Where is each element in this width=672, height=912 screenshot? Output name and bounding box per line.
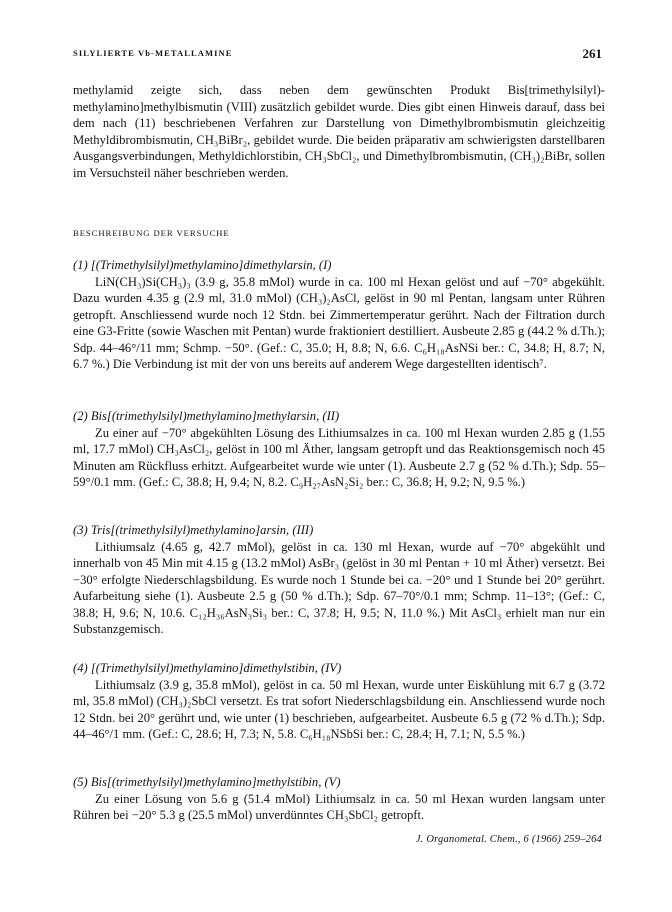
- journal-citation: J. Organometal. Chem., 6 (1966) 259–264: [415, 834, 602, 845]
- running-head: SILYLIERTE Vb-METALLAMINE: [73, 48, 233, 58]
- experiment-compound: [(Trimethylsilyl)methylamino]dimethylstibin, (IV): [90, 661, 342, 675]
- experiment-title: [73, 522, 605, 539]
- experiment-body: LiN(CH₃)Si(CH₃)₃ (3.9 g, 35.8 mMol) wurde in ca. 100 ml Hexan gelöst und auf −70° abgekühlt. Dazu wurden 4.35 g (2.9 ml, 31.0 mMol) (CH₃)₂AsCl, gelöst in 90 ml Pentan, langsam unter Rühren getropft. Anschliessend wurde noch 12 Stdn. bei Zimmertemperatur gerührt. Nach der Filtration durch eine G3-Fritte (sowie Waschen mit Pentan) wurde fraktioniert destilliert. Ausbeute 2.85 g (44.2 % d.Th.); Sdp. 44–46°/11 mm; Schmp. −50°. (Gef.: C, 35.0; H, 8.8; N, 6.6. C₆H₁₈AsNSi ber.: C, 34.8; H, 8.7; N, 6.7 %.) Die Verbindung ist mit der von uns bereits auf anderem Wege dargestellten identisch⁷.: [73, 274, 605, 371]
- experiment-5: [73, 774, 605, 824]
- experiment-body: Lithiumsalz (4.65 g, 42.7 mMol), gelöst in ca. 130 ml Hexan, wurde auf −70° abgekühlt und innerhalb von 45 Min mit 4.15 g (13.2 mMol) AsBr₃ (gelöst in 30 ml Pentan + 10 ml Äther) versetzt. Bei −30° erfolgte Niederschlagsbildung. Es wurde noch 1 Stunde bei ca. −20° und 1 Stunde bei 20° gerührt. Aufarbeitung siehe (1). Ausbeute 2.5 g (50 % d.Th.); Sdp. 67–70°/0.1 mm; Schmp. 11–13°; (Gef.: C, 38.8; H, 9.6; N, 10.6. C₁₂H₃₆AsN₃Si₃ ber.: C, 37.8; H, 9.5; N, 11.0 %.) Mit AsCl₃ erhielt man nur ein Substanzgemisch.: [73, 539, 605, 636]
- experiment-number: (4): [73, 661, 88, 675]
- experiment-body: Lithiumsalz (3.9 g, 35.8 mMol), gelöst in ca. 50 ml Hexan, wurde unter Eiskühlung mit 6.7 g (3.72 ml, 35.8 mMol) (CH₃)₂SbCl versetzt. Es trat sofort Niederschlagsbildung ein. Anschliessend wurde noch 12 Stdn. bei 20° gerührt und, wie unter (1) beschrieben, aufgearbeitet. Ausbeute 6.5 g (72 % d.Th.); Sdp. 44–46°/1 mm. (Gef.: C, 28.6; H, 7.3; N, 5.8. C₆H₁₈NSbSi ber.: C, 28.4; H, 7.1; N, 5.5 %.): [73, 677, 605, 741]
- section-heading: BESCHREIBUNG DER VERSUCHE: [73, 228, 230, 238]
- experiment-number: (2): [73, 409, 88, 423]
- intro-paragraph: [73, 82, 605, 181]
- experiment-number: (5): [73, 775, 88, 789]
- experiment-3: [73, 522, 605, 638]
- experiment-title: [73, 774, 605, 791]
- experiment-title: [73, 408, 605, 425]
- experiment-compound: Bis[(trimethylsilyl)methylamino]methylstibin, (V): [90, 775, 341, 789]
- experiment-4: [73, 660, 605, 743]
- experiment-number: (3): [73, 523, 88, 537]
- intro-text: methylamid zeigte sich, dass neben dem gewünschten Produkt Bis[trimethylsilyl)-methylamino]methylbismutin (VIII) zusätzlich gebildet wurde. Dies gibt einen Hinweis darauf, dass bei dem nach (11) beschriebenen Verfahren zur Darstellung von Dimethylbrombismutin gleichzeitig Methyldibrombismutin, CH₃BiBr₂, gebildet wurde. Die beiden präparativ am schwierigsten darstellbaren Ausgangsverbindungen, Methyldichlorstibin, CH₃SbCl₂, und Dimethylbrombismutin, (CH₃)₂BiBr, sollen im Versuchsteil näher beschrieben werden.: [73, 83, 605, 180]
- page-header: [73, 46, 602, 62]
- experiment-body: Zu einer auf −70° abgekühlten Lösung des Lithiumsalzes in ca. 100 ml Hexan wurden 2.85 g (1.55 ml, 17.7 mMol) CH₃AsCl₂, gelöst in 100 ml Äther, langsam getropft und das Reaktionsgemisch noch 45 Minuten am Rückfluss erhitzt. Aufgearbeitet wurde wie unter (1). Ausbeute 2.7 g (52 % d.Th.); Sdp. 55–59°/0.1 mm. (Gef.: C, 38.8; H, 9.4; N, 8.2. C₉H₂₇AsN₂Si₂ ber.: C, 36.8; H, 9.2; N, 9.5 %.): [73, 425, 605, 489]
- page-number: 261: [582, 46, 602, 61]
- experiment-1: [73, 257, 605, 373]
- experiment-2: [73, 408, 605, 491]
- experiment-compound: Tris[(trimethylsilyl)methylamino]arsin, (III): [90, 523, 314, 537]
- experiment-body: Zu einer Lösung von 5.6 g (51.4 mMol) Lithiumsalz in ca. 50 ml Hexan wurden langsam unter Rühren bei −20° 5.3 g (25.5 mMol) unverdünntes CH₃SbCl₂ getropft.: [73, 791, 605, 822]
- experiment-compound: Bis[(trimethylsilyl)methylamino]methylarsin, (II): [90, 409, 340, 423]
- experiment-title: [73, 257, 605, 274]
- experiment-compound: [(Trimethylsilyl)methylamino]dimethylarsin, (I): [90, 258, 332, 272]
- experiment-number: (1): [73, 258, 88, 272]
- experiment-title: [73, 660, 605, 677]
